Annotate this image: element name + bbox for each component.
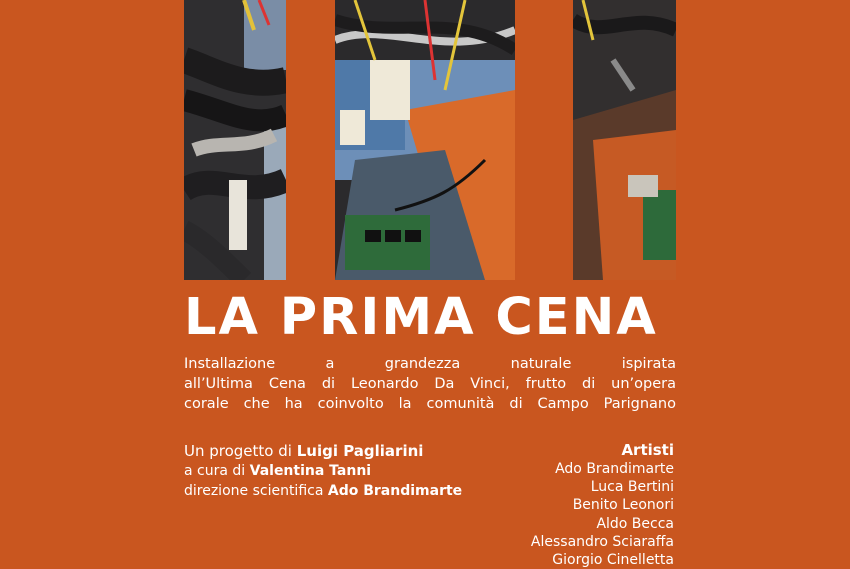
director-name: Ado Brandimarte <box>327 483 463 499</box>
artists-list <box>434 441 674 569</box>
description-line: all’Ultima Cena di Leonardo Da Vinci, frutto di un’opera <box>184 376 676 392</box>
description <box>184 354 676 414</box>
artists-heading: Artisti <box>621 441 674 459</box>
artist-name: Giorgio Cinelletta <box>552 552 674 569</box>
curator-prefix: a cura di <box>184 463 250 479</box>
artist-name: Aldo Becca <box>596 515 674 532</box>
artist-name: Alessandro Sciaraffa <box>530 533 674 550</box>
project-prefix: Un progetto di <box>184 442 297 460</box>
curator-name: Valentina Tanni <box>249 463 372 479</box>
artist-name: Luca Bertini <box>590 479 674 496</box>
description-line: Installazione a grandezza naturale ispirata <box>184 356 676 372</box>
cables-photo-center <box>335 0 515 280</box>
page-title: LA PRIMA CENA <box>184 288 658 347</box>
direction-prefix: direzione scientifica <box>184 483 328 499</box>
artist-name: Ado Brandimarte <box>555 461 674 477</box>
project-author: Luigi Pagliarini <box>296 442 424 460</box>
cables-photo-left <box>184 0 286 280</box>
description-line: corale che ha coinvolto la comunità di Campo Parignano <box>184 396 676 412</box>
cables-photo-right <box>573 0 676 280</box>
artist-name: Benito Leonori <box>572 497 674 514</box>
